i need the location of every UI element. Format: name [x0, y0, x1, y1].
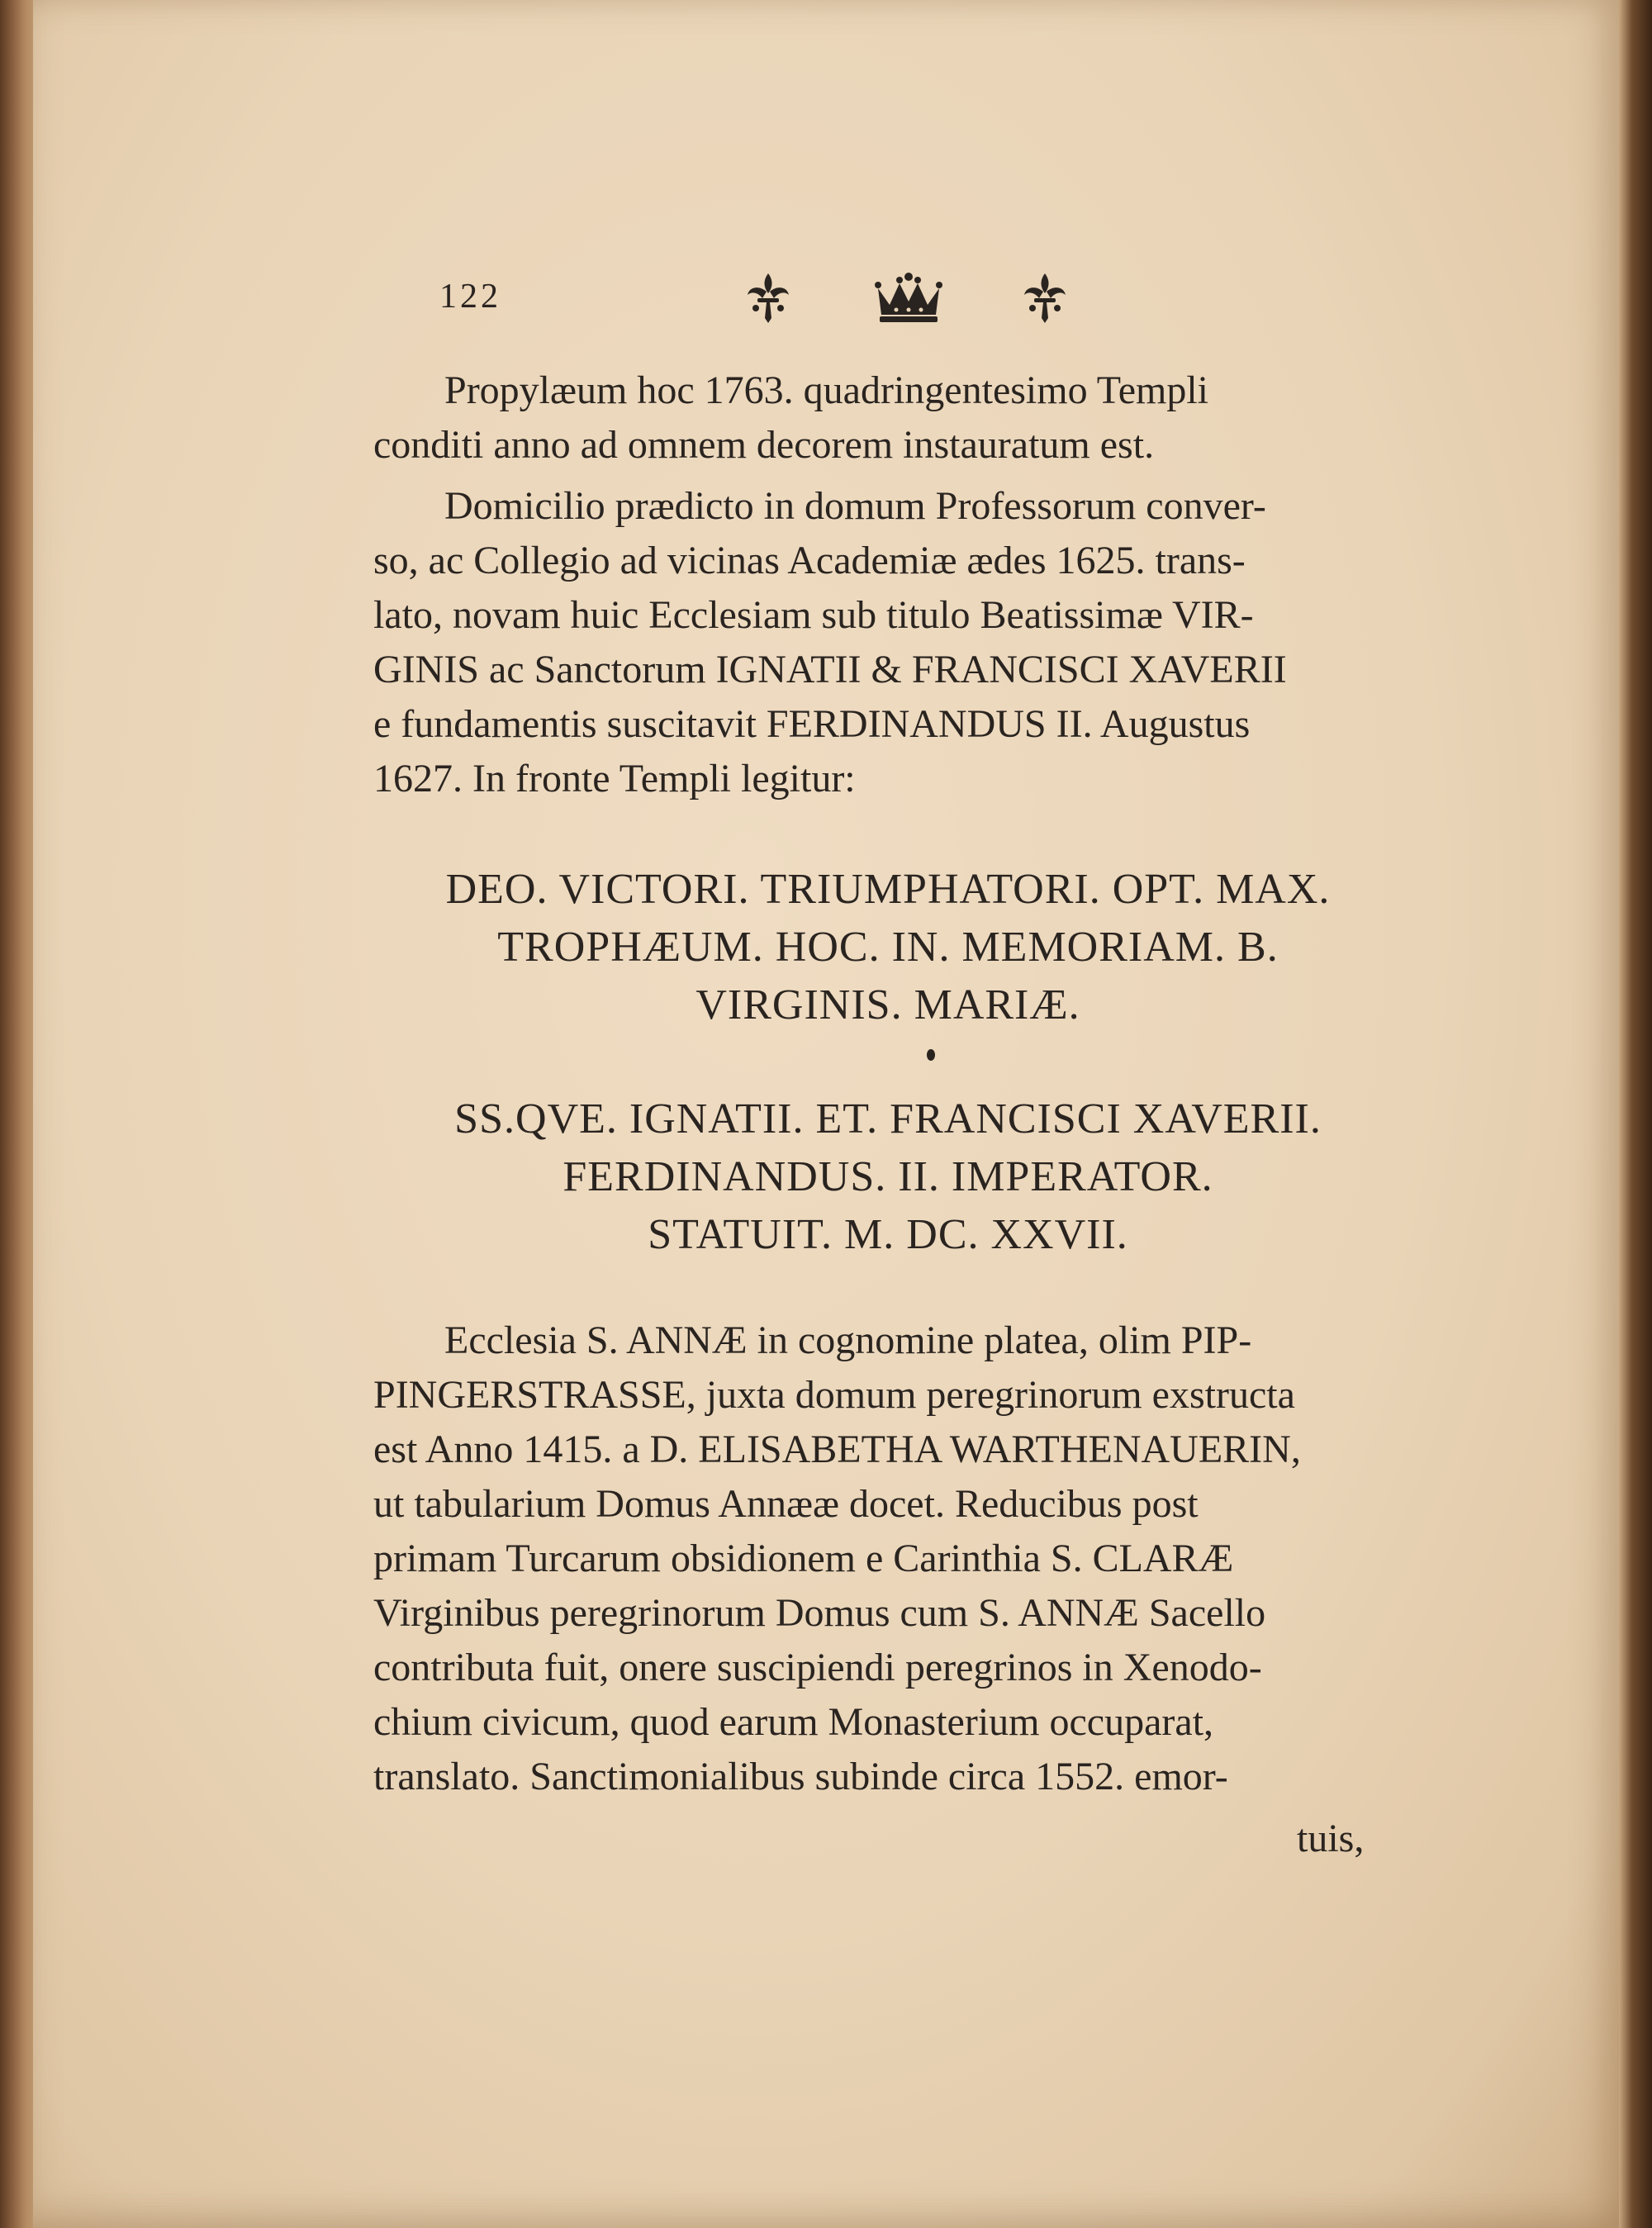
text-line: primam Turcarum obsidionem e Carinthia S. CLARÆ	[373, 1537, 1234, 1580]
text-line: lato, novam huic Ecclesiam sub titulo Beatissimæ VIR-	[373, 593, 1254, 637]
paragraph-ecclesia-annae	[373, 1314, 1402, 1804]
text-line: 1627. In fronte Templi legitur:	[373, 757, 856, 800]
text-line: Propylæum hoc 1763. quadringentesimo Templi	[444, 368, 1209, 412]
catchword: tuis,	[1297, 1817, 1365, 1860]
text-line: Ecclesia S. ANNÆ in cognomine platea, olim PIP-	[444, 1318, 1252, 1362]
inscription-line: FERDINANDUS. II. IMPERATOR.	[563, 1153, 1213, 1200]
text-line: e fundamentis suscitavit FERDINANDUS II. Augustus	[373, 702, 1251, 746]
text-line: GINIS ac Sanctorum IGNATII & FRANCISCI XAVERII	[373, 648, 1287, 691]
text-line: Virginibus peregrinorum Domus cum S. ANNÆ Sacello	[373, 1591, 1266, 1635]
page-number: 122	[439, 278, 501, 316]
text-line: conditi anno ad omnem decorem instauratum est.	[373, 423, 1155, 467]
inscription-line: SS.QVE. IGNATII. ET. FRANCISCI XAVERII.	[454, 1095, 1322, 1143]
inscription-line: TROPHÆUM. HOC. IN. MEMORIAM. B.	[497, 924, 1279, 971]
text-line: ut tabularium Domus Annææ docet. Reducibus post	[373, 1482, 1199, 1526]
text-line: contributa fuit, onere suscipiendi peregrinos in Xenodo-	[373, 1646, 1262, 1689]
paragraph-propylaeum	[373, 363, 1402, 473]
text-line: PINGERSTRASSE, juxta domum peregrinorum exstructa	[373, 1373, 1295, 1417]
text-line: chium civicum, quod earum Monasterium occuparat,	[373, 1700, 1214, 1744]
inscription-founder	[363, 1090, 1412, 1264]
text-line: Domicilio prædicto in domum Professorum conver-	[444, 484, 1266, 528]
fleur-de-lis-icon	[1016, 268, 1074, 326]
text-line: so, ac Collegio ad vicinas Academiæ ædes 1625. trans-	[373, 539, 1246, 582]
fleur-de-lis-icon	[739, 268, 797, 326]
inscription-line: DEO. VICTORI. TRIUMPHATORI. OPT. MAX.	[445, 866, 1331, 913]
paragraph-domicilio	[373, 479, 1402, 806]
page-header	[0, 277, 1652, 343]
inscription-line: VIRGINIS. MARIÆ.	[695, 981, 1080, 1028]
text-line: est Anno 1415. a D. ELISABETHA WARTHENAUERIN,	[373, 1428, 1301, 1471]
crown-icon	[871, 268, 946, 326]
inscription-dedication	[363, 861, 1412, 1034]
separator-dot	[927, 1049, 935, 1061]
text-line: translato. Sanctimonialibus subinde circa 1552. emor-	[373, 1755, 1228, 1798]
inscription-line: STATUIT. M. DC. XXVII.	[648, 1211, 1128, 1258]
